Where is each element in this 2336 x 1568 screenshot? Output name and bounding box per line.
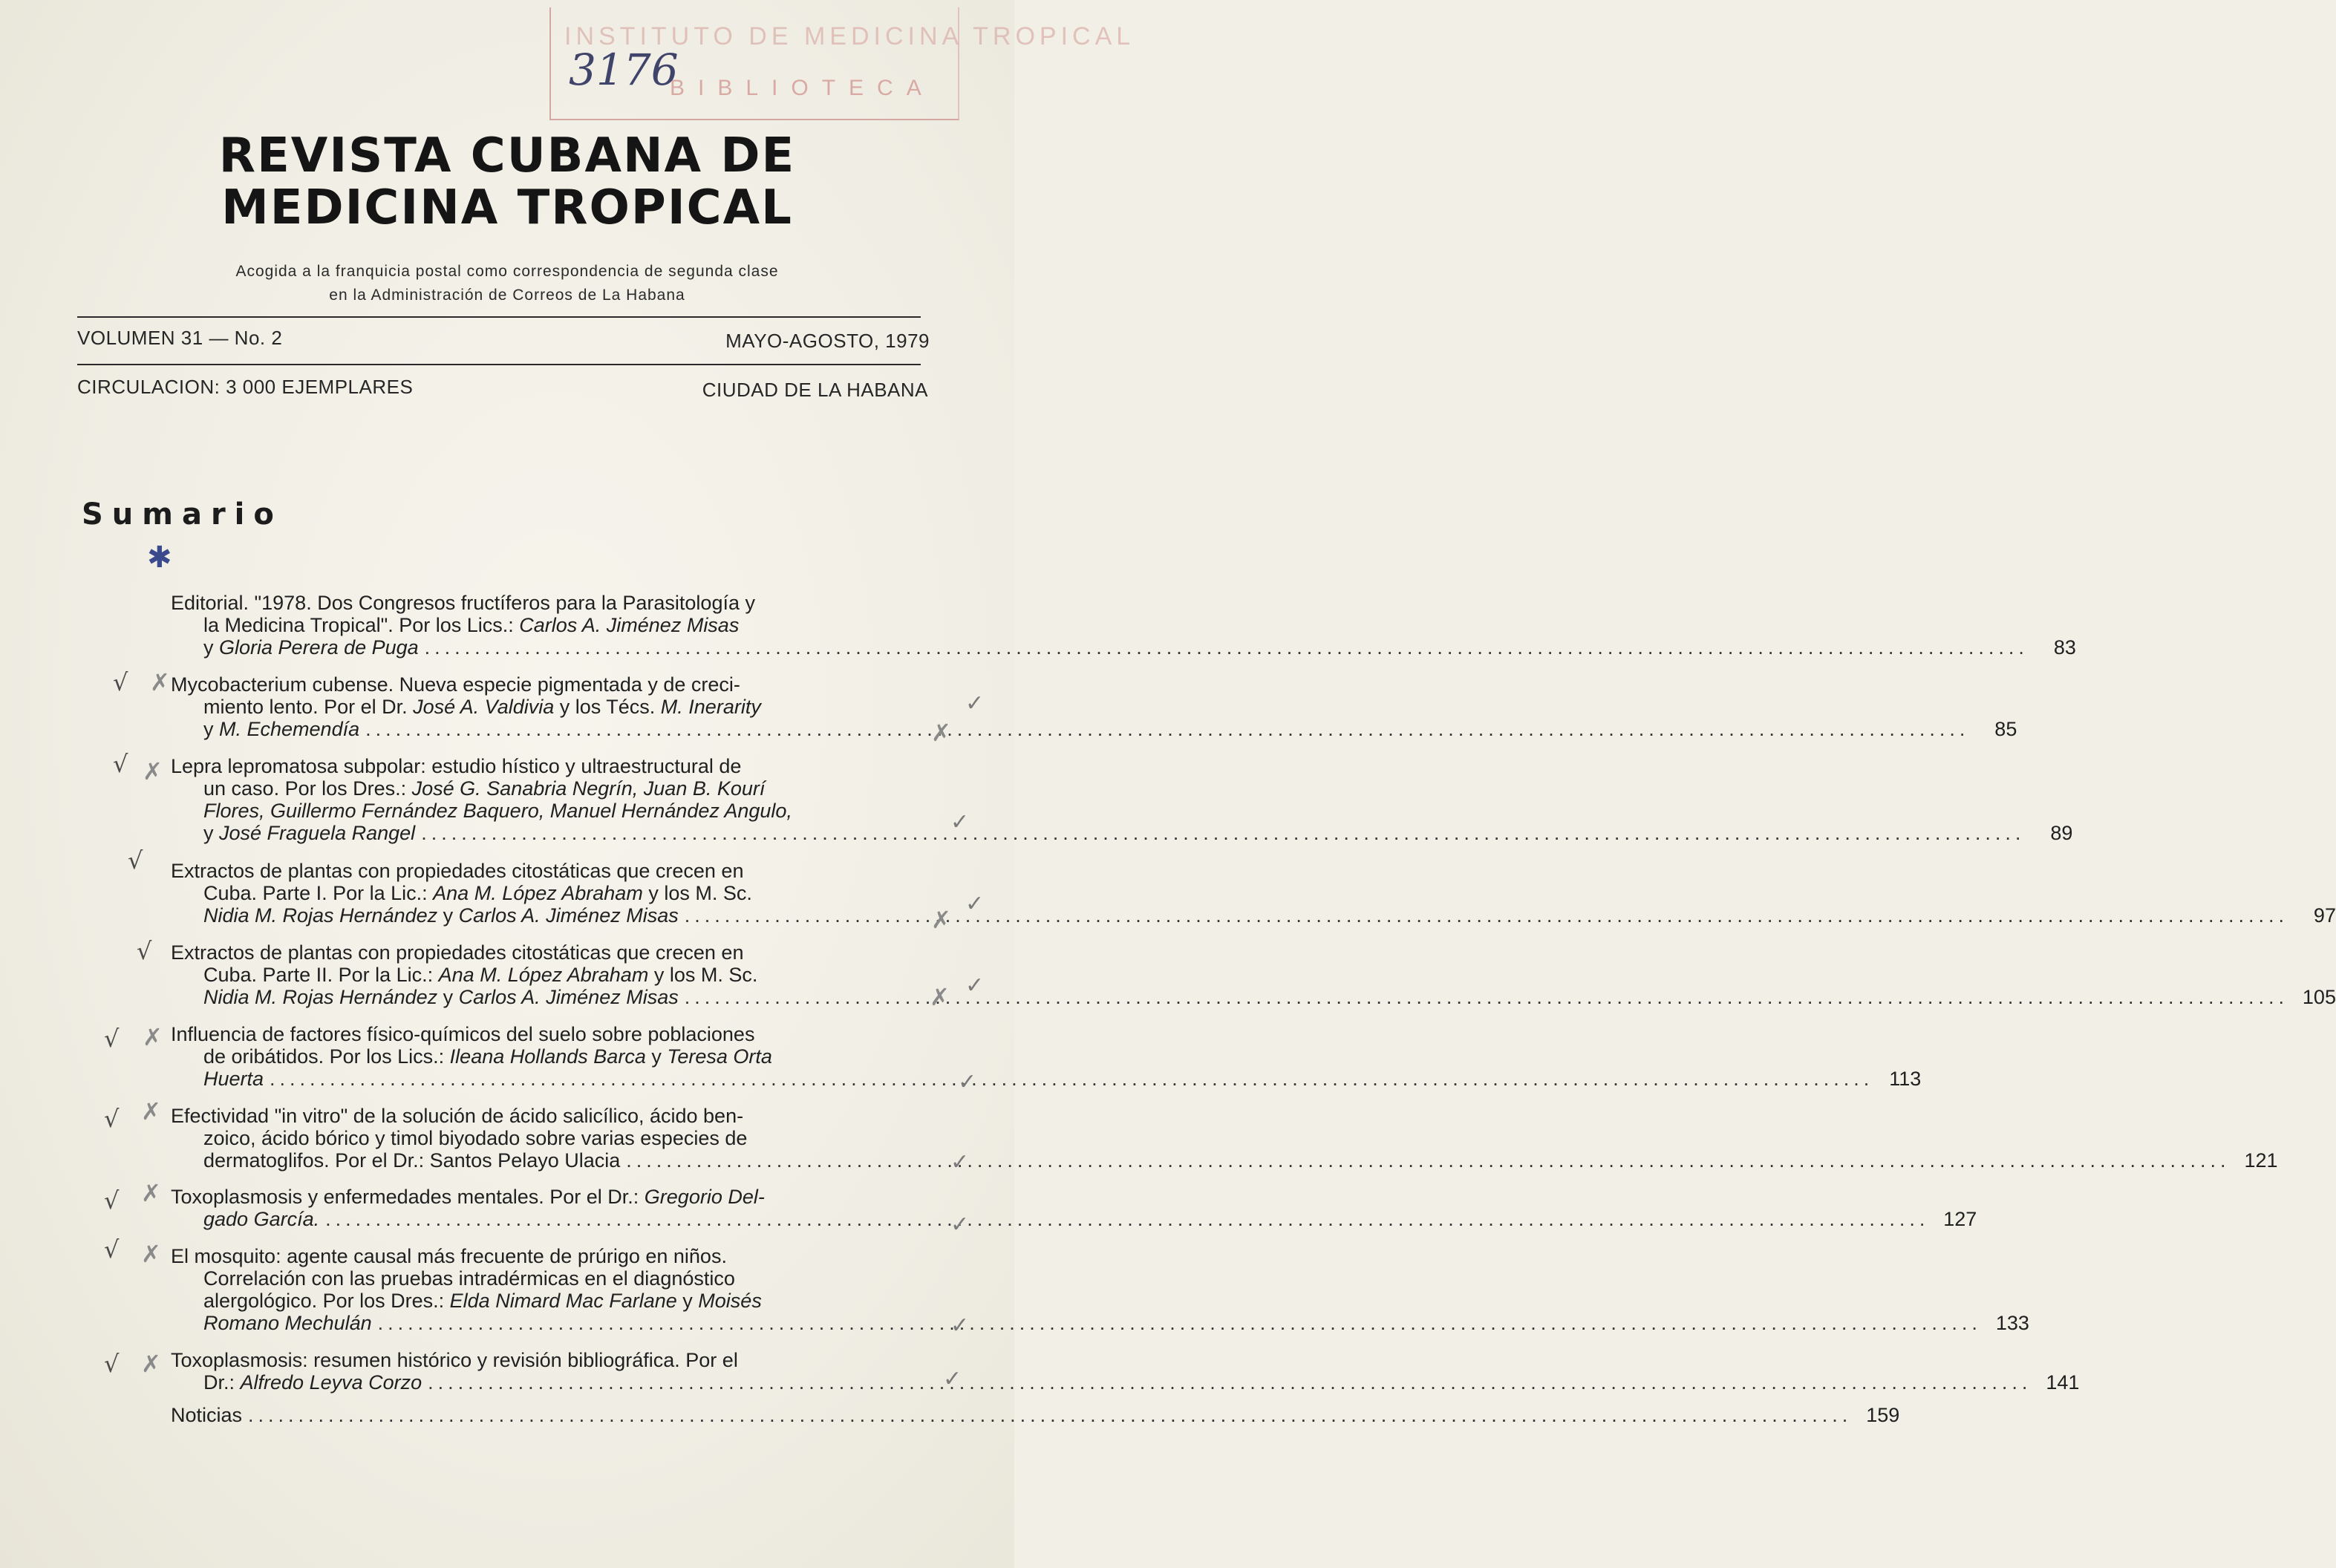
circulation: CIRCULACION: 3 000 EJEMPLARES bbox=[77, 376, 414, 398]
cross-mark-icon: ✗ bbox=[141, 1097, 161, 1126]
cross-mark-icon: ✗ bbox=[931, 719, 951, 747]
checkmark-icon: √ bbox=[104, 1350, 120, 1378]
entry-text: Editorial. "1978. Dos Congresos fructíferos para la Parasitología y bbox=[171, 592, 755, 614]
journal-title-line2: MEDICINA TROPICAL bbox=[221, 180, 793, 235]
cross-mark-icon: ✗ bbox=[141, 1240, 161, 1268]
contents-heading: Sumario bbox=[82, 497, 283, 532]
checkmark-icon: √ bbox=[104, 1105, 120, 1133]
toc-entry: Noticias ..... 159 bbox=[171, 1404, 848, 1426]
toc-entry: Editorial. "1978. Dos Congresos fructíferos para la Parasitología y la Medicina Tropical". Por los Lics.: Carlos A. Jiménez Misas y Gloria Perera de Puga ..... 83 bbox=[171, 592, 848, 659]
divider bbox=[77, 316, 921, 318]
page-number: 121 bbox=[2244, 1149, 2278, 1172]
tick-mark-icon: ✓ bbox=[958, 1069, 977, 1095]
postal-note-line2: en la Administración de Correos de La Habana bbox=[329, 287, 685, 304]
cross-mark-icon: ✗ bbox=[143, 757, 163, 785]
page-number: 133 bbox=[1995, 1312, 2029, 1334]
cross-mark-icon: ✗ bbox=[150, 668, 170, 696]
postal-note-line1: Acogida a la franquicia postal como correspondencia de segunda clase bbox=[235, 263, 779, 280]
journal-title-line1: REVISTA CUBANA DE bbox=[218, 128, 796, 183]
cross-mark-icon: ✗ bbox=[931, 906, 951, 934]
tick-mark-icon: ✓ bbox=[965, 891, 985, 917]
page-number: 105 bbox=[2302, 986, 2336, 1008]
checkmark-icon: √ bbox=[104, 1186, 120, 1215]
page-number: 85 bbox=[1994, 718, 2017, 740]
toc-entry: Influencia de factores físico-químicos del suelo sobre poblaciones de oribátidos. Por los Lics.: Ileana Hollands Barca y Teresa Orta Huerta ..... 113 bbox=[171, 1023, 848, 1090]
volume-number: VOLUMEN 31 — No. 2 bbox=[77, 327, 283, 349]
page-number: 89 bbox=[2050, 822, 2073, 844]
tick-mark-icon: ✓ bbox=[950, 1212, 970, 1238]
checkmark-icon: √ bbox=[128, 846, 143, 875]
tick-mark-icon: ✓ bbox=[965, 690, 985, 716]
asterisk-mark-icon: ✱ bbox=[147, 541, 172, 574]
toc-entry: Extractos de plantas con propiedades citostáticas que crecen en Cuba. Parte II. Por la Lic.: Ana M. López Abraham y los M. Sc. Nidia M. Rojas Hernández y Carlos A. Jiménez Misas ..... 105 bbox=[171, 941, 848, 1008]
checkmark-icon: √ bbox=[104, 1235, 120, 1264]
tick-mark-icon: ✓ bbox=[950, 1313, 970, 1339]
page-number: 97 bbox=[2313, 904, 2336, 927]
cross-mark-icon: ✗ bbox=[143, 1023, 163, 1051]
checkmark-icon: √ bbox=[104, 1025, 120, 1053]
library-stamp bbox=[549, 7, 1135, 120]
toc-entry: Toxoplasmosis: resumen histórico y revisión bibliográfica. Por el Dr.: Alfredo Leyva Corzo ..... 141 bbox=[171, 1349, 848, 1394]
page-number: 141 bbox=[2046, 1371, 2080, 1394]
cross-mark-icon: ✗ bbox=[141, 1179, 161, 1207]
page-number: 159 bbox=[1866, 1404, 1900, 1426]
issue-date: MAYO-AGOSTO, 1979 bbox=[725, 330, 930, 352]
tick-mark-icon: ✓ bbox=[965, 973, 985, 999]
tick-mark-icon: ✓ bbox=[943, 1366, 962, 1392]
toc-entry: Extractos de plantas con propiedades citostáticas que crecen en Cuba. Parte I. Por la Lic.: Ana M. López Abraham y los M. Sc. Nidia M. Rojas Hernández y Carlos A. Jiménez Misas ..... 97 bbox=[171, 860, 848, 927]
toc-entry: Toxoplasmosis y enfermedades mentales. Por el Dr.: Gregorio Del- gado García. ..... 127 bbox=[171, 1186, 848, 1230]
page-number: 83 bbox=[2053, 636, 2076, 659]
handwritten-accession-number: 3176 bbox=[569, 45, 679, 95]
toc-entry: Lepra lepromatosa subpolar: estudio hístico y ultraestructural de un caso. Por los Dres.: José G. Sanabria Negrín, Juan B. Kourí Flores, Guillermo Fernández Baquero, Manuel Hernández Angulo, y José Fraguela Rangel ..... 89 bbox=[171, 755, 848, 844]
cross-mark-icon: ✗ bbox=[930, 983, 950, 1011]
city: CIUDAD DE LA HABANA bbox=[702, 379, 928, 401]
page-number: 127 bbox=[1943, 1208, 1977, 1230]
checkmark-icon: √ bbox=[113, 668, 128, 696]
toc-entry: Mycobacterium cubense. Nueva especie pigmentada y de creci- miento lento. Por el Dr. José A. Valdivia y los Técs. M. Inerarity y M. Echemendía ..... 85 bbox=[171, 673, 848, 740]
tick-mark-icon: ✓ bbox=[950, 1149, 970, 1175]
cross-mark-icon: ✗ bbox=[141, 1350, 161, 1378]
page-number: 113 bbox=[1889, 1068, 1922, 1090]
leader-dots bbox=[425, 636, 2029, 659]
checkmark-icon: √ bbox=[137, 937, 152, 965]
toc-entry: Efectividad "in vitro" de la solución de ácido salicílico, ácido ben- zoico, ácido bórico y timol biyodado sobre varias especies de dermatoglifos. Por el Dr.: Santos Pelayo Ulacia ..... 121 bbox=[171, 1105, 848, 1172]
divider bbox=[77, 364, 921, 365]
checkmark-icon: √ bbox=[113, 750, 128, 778]
toc-entry: El mosquito: agente causal más frecuente de prúrigo en niños. Correlación con las pruebas intradérmicas en el diagnóstico alergológico. Por los Dres.: Elda Nimard Mac Farlane y Moisés Romano Mechulán ..... 133 bbox=[171, 1245, 848, 1334]
stamp-institution-text: INSTITUTO DE MEDICINA TROPICAL bbox=[564, 22, 1135, 50]
tick-mark-icon: ✓ bbox=[950, 809, 970, 835]
stamp-library-text: BIBLIOTECA bbox=[670, 76, 935, 100]
